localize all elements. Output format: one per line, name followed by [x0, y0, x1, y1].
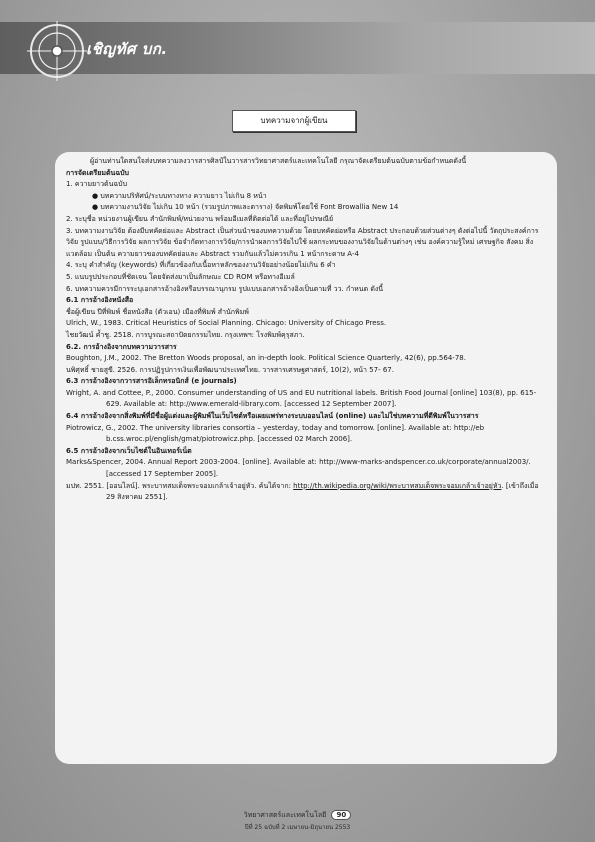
intro-text: ผู้อ่านท่านใดสนใจส่งบทความลงวารสารศิลป์ในวารสารวิทยาศาสตร์และเทคโนโลยี กรุณาจัดเตรียมต้นฉบับตามข้อกำหนดดังนี้ [90, 157, 467, 165]
item-3: 3. บทความงานวิจัย ต้องมีบทคัดย่อและ Abstract เป็นส่วนนำของบทความด้วย โดยบทคัดย่อหรือ Abstract ประกอบด้วยส่วนต่างๆ ดังต่อไปนี้ วัตถุประสงค์การวิจัย รูปแบบ/วิธีการวิจัย ผลการวิจัย ข้อจำกัดทางการวิจัย/การนำผลการวิจัยไปใช้ ผลกระทบของงานวิจัยในด้านต่างๆ เช่น องค์ความรู้ใหม่ เศรษฐกิจ สังคม สิ่งแวดล้อม เป็นต้น ความยาวของบทคัดย่อและ Abstract รวมกันแล้วไม่ควรเกิน 1 หน้ากระดาษ A-4 [66, 226, 539, 258]
item-5: 5. แนบรูปประกอบที่ชัดเจน โดยจัดส่งมาเป็นลักษณะ CD ROM หรือทางอีเมล์ [66, 272, 295, 281]
bullet-1: ● บทความปริทัศน์/ระบบทางหาง ความยาว ไม่เกิน 8 หน้า [92, 191, 267, 200]
reference-6-1-2: ไชยวัฒน์ ค้ำชู. 2518. การบูรณะสถาปัตยกรรมไทย. กรุงเทพฯ: โรงพิมพ์คุรุสภา. [66, 330, 305, 339]
item-6: 6. บทความควรมีการระบุเอกสารอ้างอิงหรือบรรณานุกรม รูปแบบเอกสารอ้างอิงเป็นตามที่ วว. กำหนด ดังนี้ [66, 284, 384, 293]
footer-journal-line [0, 810, 595, 821]
reference-6-5-2-accessed: . [เข้าถึงเมื่อ 29 สิงหาคม 2551]. [106, 481, 539, 502]
reference-6-4-1: Piotrowicz, G., 2002. The university libraries consortia – yesterday, today and tomorrow. [online]. Available at: http://eb b.css.wroc.pl/english/gmat/piotrowicz.php. [accessed 02 March 2006]. [66, 423, 485, 444]
reference-6-2-2: นพิศุทธิ์ ชายสูขี. 2526. การปฏิรูปการเงินเพื่อพัฒนาประเทศไทย. วารสารเศรษฐศาสตร์, 10(2), หน้า 57- 67. [66, 365, 394, 374]
prep-heading: การจัดเตรียมต้นฉบับ [66, 168, 129, 177]
compass-logo-icon [26, 20, 88, 82]
section-6-5-heading: 6.5 การอ้างอิงจากเว็บไซต์ในอินเทอร์เน็ต [66, 446, 192, 455]
section-6-4-heading: 6.4 การอ้างอิงจากสิ่งพิมพ์ที่มีชื่อผู้แต่งและผู้พิมพ์ในเว็บไซต์หรือเผยแพร่ทางระบบออนไลน์ (online) และไม่ใช่บทความที่ตีพิมพ์ในวารสาร [66, 412, 479, 421]
footer-journal: วิทยาศาสตร์และเทคโนโลยี [243, 811, 327, 819]
footer-issue: ปีที่ 25 ฉบับที่ 2 เมษายน-มิถุนายน 2553 [244, 824, 351, 831]
reference-6-5-2-text: มปท. 2551. [ออนไลน์]. พระบาทสมเด็จพระจอมเกล้าเจ้าอยู่หัว. ค้นได้จาก: [66, 481, 294, 490]
reference-6-5-2 [66, 481, 548, 504]
wikipedia-link[interactable]: http://th.wikipedia.org/wiki/พระบาทสมเด็จพระจอมเกล้าเจ้าอยู่หัว [293, 481, 502, 490]
section-6-2-heading: 6.2. การอ้างอิงจากบทความวารสาร [66, 342, 177, 351]
section-6-1-format: ชื่อผู้เขียน ปีที่พิมพ์ ชื่อหนังสือ (ตัวเอน) เมืองที่พิมพ์ สำนักพิมพ์ [66, 307, 249, 316]
item-4: 4. ระบุ คำสำคัญ (keywords) ที่เกี่ยวข้องกับเนื้อหาหลักของงานวิจัยอย่างน้อยไม่เกิน 6 คำ [66, 261, 336, 270]
section-title: บทความจากผู้เขียน [232, 110, 356, 132]
header-title: เชิญทัศ บก. [86, 40, 168, 58]
reference-6-3-1: Wright, A. and Cottee, P., 2000. Consumer understanding of US and EU nutritional labels. British Food Journal [online] 103(8), pp. 615-629. Available at: http://www.emerald-library.com. [accessed 12 September 2007]. [66, 388, 537, 409]
article-content [66, 156, 548, 504]
reference-6-1-1: Ulrich, W., 1983. Critical Heuristics of Social Planning. Chicago: University of Chicago Press. [66, 319, 387, 328]
item-1: 1. ความยาวต้นฉบับ [66, 180, 128, 189]
section-6-3-heading: 6.3 การอ้างอิงจากวารสารอิเล็กทรอนิกส์ (e journals) [66, 377, 237, 386]
reference-6-2-1: Boughton, J.M., 2002. The Bretton Woods proposal, an in-depth look. Political Science Quarterly, 42(6), pp.564-78. [66, 354, 466, 363]
bullet-2: ● บทความงานวิจัย ไม่เกิน 10 หน้า (รวมรูปภาพและตาราง) จัดพิมพ์โดยใช้ Font Browallia New 14 [92, 203, 399, 212]
reference-6-5-1: Marks&Spencer, 2004. Annual Report 2003-2004. [online]. Available at: http://www-marks-andspencer.co.uk/corporate/annual2003/. [accessed 17 September 2005]. [66, 458, 531, 479]
page-number: 90 [331, 810, 351, 820]
item-2: 2. ระบุชื่อ หน่วยงานผู้เขียน สำนักพิมพ์/หน่วยงาน พร้อมอีเมลที่ติดต่อได้ และที่อยู่ไปรษณีย์ [66, 214, 334, 223]
section-6-1-heading: 6.1 การอ้างอิงหนังสือ [66, 296, 134, 305]
